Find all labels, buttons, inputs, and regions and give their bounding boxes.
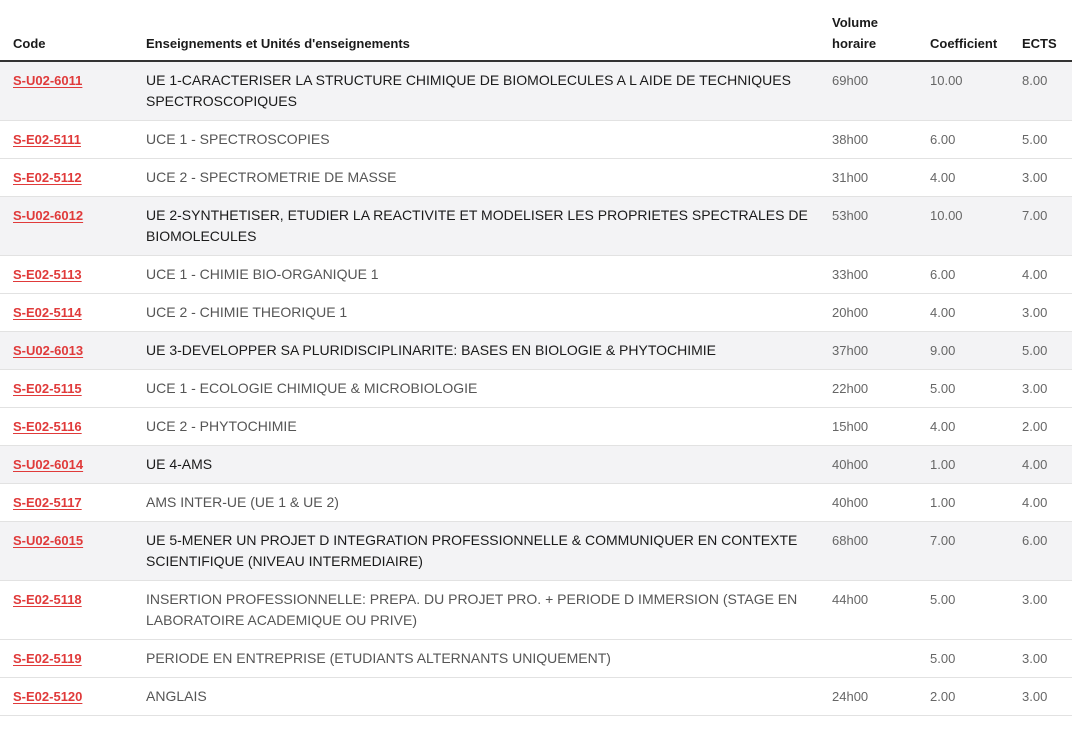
- course-code-link[interactable]: S-U02-6013: [13, 343, 84, 358]
- course-code-link[interactable]: S-E02-5114: [13, 305, 82, 320]
- course-code-link[interactable]: S-E02-5118: [13, 592, 82, 607]
- code-cell: [0, 61, 140, 121]
- ects: 3.00: [1016, 640, 1072, 678]
- coefficient: 5.00: [924, 370, 1016, 408]
- ects: 3.00: [1016, 678, 1072, 716]
- ects: 3.00: [1016, 294, 1072, 332]
- hourly-volume: 53h00: [826, 197, 924, 256]
- table-row-uce: [0, 408, 1072, 446]
- code-cell: [0, 446, 140, 484]
- header-code: Code: [0, 0, 140, 61]
- course-code-link[interactable]: S-E02-5113: [13, 267, 82, 282]
- code-cell: [0, 522, 140, 581]
- ects: 7.00: [1016, 197, 1072, 256]
- hourly-volume: 31h00: [826, 159, 924, 197]
- code-cell: [0, 408, 140, 446]
- table-row-uce: [0, 581, 1072, 640]
- hourly-volume: [826, 640, 924, 678]
- table-row-uce: [0, 159, 1072, 197]
- hourly-volume: 40h00: [826, 446, 924, 484]
- course-code-link[interactable]: S-E02-5120: [13, 689, 83, 704]
- coefficient: 5.00: [924, 581, 1016, 640]
- coefficient: 5.00: [924, 640, 1016, 678]
- table-row-ue: [0, 332, 1072, 370]
- course-name: UE 4-AMS: [140, 446, 826, 484]
- code-cell: [0, 640, 140, 678]
- coefficient: 4.00: [924, 408, 1016, 446]
- hourly-volume: 15h00: [826, 408, 924, 446]
- code-cell: [0, 581, 140, 640]
- code-cell: [0, 332, 140, 370]
- ects: 3.00: [1016, 370, 1072, 408]
- table-row-ue: [0, 446, 1072, 484]
- coefficient: 6.00: [924, 256, 1016, 294]
- course-name: UCE 1 - ECOLOGIE CHIMIQUE & MICROBIOLOGIE: [140, 370, 826, 408]
- course-code-link[interactable]: S-E02-5116: [13, 419, 82, 434]
- course-name: UE 2-SYNTHETISER, ETUDIER LA REACTIVITE ET MODELISER LES PROPRIETES SPECTRALES DE BIOMOLECULES: [140, 197, 826, 256]
- hourly-volume: 20h00: [826, 294, 924, 332]
- coefficient: 1.00: [924, 446, 1016, 484]
- table-header: [0, 0, 1072, 61]
- course-code-link[interactable]: S-E02-5111: [13, 132, 81, 147]
- ects: 2.00: [1016, 408, 1072, 446]
- code-cell: [0, 256, 140, 294]
- code-cell: [0, 159, 140, 197]
- course-name: AMS INTER-UE (UE 1 & UE 2): [140, 484, 826, 522]
- course-code-link[interactable]: S-E02-5117: [13, 495, 82, 510]
- code-cell: [0, 678, 140, 716]
- hourly-volume: 38h00: [826, 121, 924, 159]
- ects: 4.00: [1016, 446, 1072, 484]
- coefficient: 10.00: [924, 61, 1016, 121]
- header-teaching-units: Enseignements et Unités d'enseignements: [140, 0, 826, 61]
- code-cell: [0, 121, 140, 159]
- course-code-link[interactable]: S-E02-5112: [13, 170, 82, 185]
- code-cell: [0, 294, 140, 332]
- hourly-volume: 22h00: [826, 370, 924, 408]
- header-ects: ECTS: [1016, 0, 1072, 61]
- coefficient: 4.00: [924, 159, 1016, 197]
- code-cell: [0, 370, 140, 408]
- table-row-ue: [0, 522, 1072, 581]
- course-name: INSERTION PROFESSIONNELLE: PREPA. DU PROJET PRO. + PERIODE D IMMERSION (STAGE EN LABORATOIRE ACADEMIQUE OU PRIVE): [140, 581, 826, 640]
- table-row-uce: [0, 256, 1072, 294]
- header-hourly-volume: Volume horaire: [826, 0, 924, 61]
- code-cell: [0, 484, 140, 522]
- course-name: UE 3-DEVELOPPER SA PLURIDISCIPLINARITE: BASES EN BIOLOGIE & PHYTOCHIMIE: [140, 332, 826, 370]
- course-code-link[interactable]: S-U02-6011: [13, 73, 83, 88]
- course-code-link[interactable]: S-E02-5119: [13, 651, 82, 666]
- ects: 3.00: [1016, 159, 1072, 197]
- hourly-volume: 44h00: [826, 581, 924, 640]
- table-row-ue: [0, 197, 1072, 256]
- course-name: UCE 2 - CHIMIE THEORIQUE 1: [140, 294, 826, 332]
- table-row-uce: [0, 484, 1072, 522]
- course-code-link[interactable]: S-E02-5115: [13, 381, 82, 396]
- ects: 5.00: [1016, 332, 1072, 370]
- hourly-volume: 69h00: [826, 61, 924, 121]
- table-row-uce: [0, 678, 1072, 716]
- table-row-uce: [0, 640, 1072, 678]
- coefficient: 6.00: [924, 121, 1016, 159]
- code-cell: [0, 197, 140, 256]
- table-row-uce: [0, 370, 1072, 408]
- course-name: PERIODE EN ENTREPRISE (ETUDIANTS ALTERNANTS UNIQUEMENT): [140, 640, 826, 678]
- course-name: UE 5-MENER UN PROJET D INTEGRATION PROFESSIONNELLE & COMMUNIQUER EN CONTEXTE SCIENTIFIQUE (NIVEAU INTERMEDIAIRE): [140, 522, 826, 581]
- header-coefficient: Coefficient: [924, 0, 1016, 61]
- course-name: ANGLAIS: [140, 678, 826, 716]
- course-code-link[interactable]: S-U02-6012: [13, 208, 84, 223]
- hourly-volume: 68h00: [826, 522, 924, 581]
- course-name: UCE 1 - SPECTROSCOPIES: [140, 121, 826, 159]
- coefficient: 10.00: [924, 197, 1016, 256]
- course-name: UE 1-CARACTERISER LA STRUCTURE CHIMIQUE DE BIOMOLECULES A L AIDE DE TECHNIQUES SPECTROSCOPIQUES: [140, 61, 826, 121]
- coefficient: 1.00: [924, 484, 1016, 522]
- coefficient: 4.00: [924, 294, 1016, 332]
- table-row-ue: [0, 61, 1072, 121]
- ects: 3.00: [1016, 581, 1072, 640]
- ects: 5.00: [1016, 121, 1072, 159]
- hourly-volume: 24h00: [826, 678, 924, 716]
- course-code-link[interactable]: S-U02-6015: [13, 533, 84, 548]
- course-code-link[interactable]: S-U02-6014: [13, 457, 84, 472]
- coefficient: 2.00: [924, 678, 1016, 716]
- ects: 8.00: [1016, 61, 1072, 121]
- course-name: UCE 2 - SPECTROMETRIE DE MASSE: [140, 159, 826, 197]
- coefficient: 9.00: [924, 332, 1016, 370]
- ects: 4.00: [1016, 256, 1072, 294]
- hourly-volume: 33h00: [826, 256, 924, 294]
- hourly-volume: 37h00: [826, 332, 924, 370]
- coefficient: 7.00: [924, 522, 1016, 581]
- course-name: UCE 1 - CHIMIE BIO-ORGANIQUE 1: [140, 256, 826, 294]
- ects: 4.00: [1016, 484, 1072, 522]
- course-name: UCE 2 - PHYTOCHIMIE: [140, 408, 826, 446]
- table-row-uce: [0, 121, 1072, 159]
- hourly-volume: 40h00: [826, 484, 924, 522]
- ects: 6.00: [1016, 522, 1072, 581]
- table-row-uce: [0, 294, 1072, 332]
